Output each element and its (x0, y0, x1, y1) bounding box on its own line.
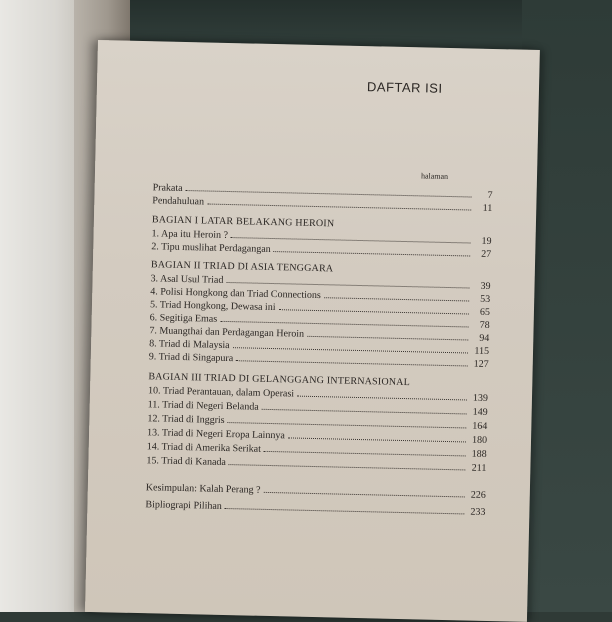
toc-page-number: 127 (473, 358, 489, 370)
halaman-label: halaman (420, 171, 449, 181)
toc-label: Pendahuluan (152, 195, 205, 208)
toc-label: 1. Apa itu Heroin ? (151, 228, 229, 241)
page-title: DAFTAR ISI (366, 79, 443, 96)
toc-label: 2. Tipu muslihat Perdagangan (151, 241, 271, 255)
toc-page-number: 139 (472, 392, 489, 404)
part-heading: BAGIAN III TRIAD DI GELANGGANG INTERNASIONAL (148, 371, 411, 389)
toc-label: 5. Triad Hongkong, Dewasa ini (149, 299, 276, 314)
background-surface-left (0, 0, 80, 612)
toc-page-number: 164 (472, 420, 488, 432)
toc-label: 9. Triad di Singapura (148, 351, 234, 365)
toc-leader-dots (225, 500, 465, 514)
toc-page-number: 27 (481, 248, 492, 260)
part-heading: BAGIAN II TRIAD DI ASIA TENGGARA (150, 259, 334, 275)
toc-page-number: 11 (482, 202, 493, 214)
toc-label: Bipliograpi Pilihan (145, 499, 222, 512)
toc-leader-dots (297, 388, 467, 401)
toc-label: 10. Triad Perantauan, dalam Operasi (147, 385, 295, 400)
toc-label: 3. Asal Usul Triad (150, 273, 224, 286)
toc-page-number: 53 (480, 293, 491, 305)
toc-page-number: 78 (479, 319, 490, 331)
toc-label: 11. Triad di Negeri Belanda (147, 399, 259, 413)
toc-label: 15. Triad di Kanada (146, 455, 227, 469)
toc-page-number: 226 (470, 489, 486, 501)
toc-row (145, 498, 485, 519)
toc-leader-dots (263, 484, 464, 498)
toc-label: 13. Triad di Negeri Eropa Lainnya (146, 427, 285, 442)
part-heading: BAGIAN I LATAR BELAKANG HEROIN (151, 214, 335, 230)
toc-label: 4. Polisi Hongkong dan Triad Connections (150, 286, 321, 302)
toc-label: Prakata (152, 182, 183, 194)
toc-page-number: 149 (472, 406, 488, 418)
toc-page-number: 180 (471, 434, 488, 446)
toc-page-number: 188 (471, 448, 487, 460)
toc-page-number: 211 (471, 462, 487, 474)
toc-leader-dots (226, 274, 469, 289)
toc-page-number: 94 (479, 332, 490, 344)
toc-leader-dots (324, 289, 470, 301)
toc-page-number: 115 (474, 345, 490, 357)
toc-label: Kesimpulan: Kalah Perang ? (145, 482, 261, 496)
toc-label: 14. Triad di Amerika Serikat (146, 441, 262, 455)
toc-label: 8. Triad di Malaysia (148, 338, 230, 352)
toc-label: 6. Segitiga Emas (149, 312, 218, 325)
toc-page-number: 233 (470, 506, 486, 518)
toc-page-number: 19 (481, 235, 492, 247)
toc-page-number: 65 (479, 306, 491, 318)
book-page (85, 40, 540, 622)
toc-page-number: 7 (487, 189, 493, 201)
toc-leader-dots (231, 229, 471, 243)
toc-page-number: 39 (480, 280, 491, 292)
toc-label: 12. Triad di Inggris (147, 413, 225, 426)
toc-label: 7. Muangthai dan Perdagangan Heroin (149, 325, 305, 340)
